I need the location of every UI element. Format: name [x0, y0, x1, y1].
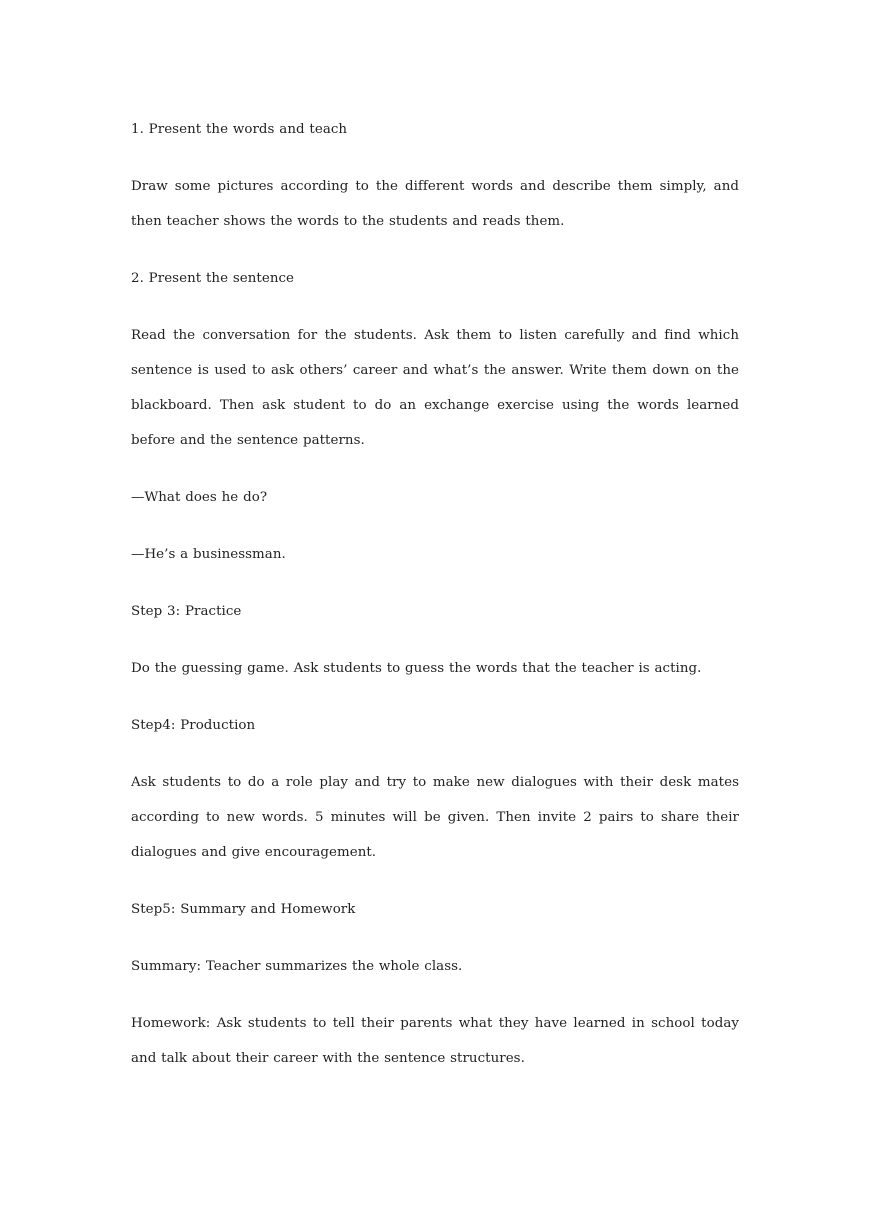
paragraph-guessing-game: Do the guessing game. Ask students to guess the words that the teacher is acting. [131, 661, 702, 676]
heading-step-4: Step4: Production [131, 718, 256, 733]
paragraph-summary: Summary: Teacher summarizes the whole class. [131, 959, 463, 974]
heading-present-words: 1. Present the words and teach [131, 122, 348, 137]
paragraph-draw-pictures: Draw some pictures according to the different words and describe them simply, and then teacher shows the words to the students and reads them. [131, 179, 739, 229]
dialogue-question: —What does he do? [131, 490, 268, 505]
paragraph-read-conversation: Read the conversation for the students. Ask them to listen carefully and find which sentence is used to ask others’ career and what’s the answer. Write them down on the blackboard. Then ask student to do an exchange exercise using the words learned before and the sentence patterns. [131, 328, 739, 448]
paragraph-homework: Homework: Ask students to tell their parents what they have learned in school today and talk about their career with the sentence structures. [131, 1016, 739, 1066]
heading-present-sentence: 2. Present the sentence [131, 271, 295, 286]
dialogue-answer: —He’s a businessman. [131, 547, 286, 562]
paragraph-role-play: Ask students to do a role play and try to make new dialogues with their desk mates according to new words. 5 minutes will be given. Then invite 2 pairs to share their dialogues and give encouragement. [131, 775, 739, 860]
heading-step-3: Step 3: Practice [131, 604, 242, 619]
heading-step-5: Step5: Summary and Homework [131, 902, 356, 917]
document-page [131, 112, 739, 1076]
